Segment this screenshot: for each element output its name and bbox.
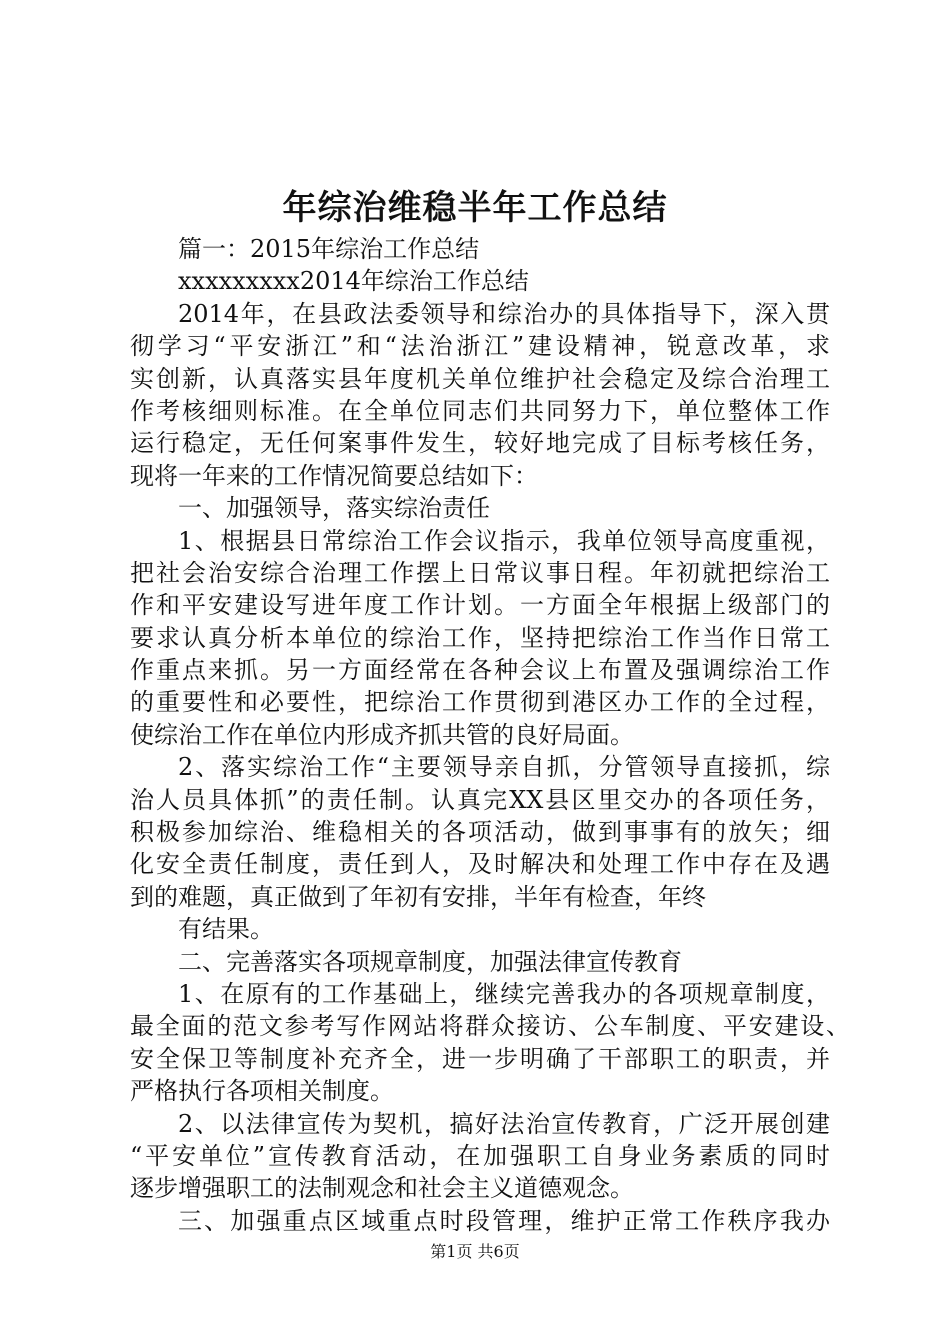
text-line: “平安单位”宣传教育活动，在加强职工自身业务素质的同时 [130,1141,830,1170]
text-line: 现将一年来的工作情况简要总结如下： [130,461,538,490]
text-line: 严格执行各项相关制度。 [130,1077,394,1106]
text-line: 逐步增强职工的法制观念和社会主义道德观念。 [130,1174,634,1203]
text-line: 把社会治安综合治理工作摆上日常议事日程。年初就把综治工 [130,558,830,587]
page-number: 第1页 共6页 [430,1242,520,1261]
text-line: 运行稳定，无任何案事件发生，较好地完成了目标考核任务， [130,429,830,458]
text-line: 实创新，认真落实县年度机关单位维护社会稳定及综合治理工 [130,364,830,393]
text-line: 化安全责任制度，责任到人，及时解决和处理工作中存在及遇 [130,850,830,879]
text-line: 的重要性和必要性，把综治工作贯彻到港区办工作的全过程， [130,688,830,717]
text-line: 要求认真分析本单位的综治工作，坚持把综治工作当作日常工 [130,623,830,652]
text-line: 2、落实综治工作“主要领导亲自抓，分管领导直接抓，综 [178,753,830,782]
text-line: 作和平安建设写进年度工作计划。一方面全年根据上级部门的 [130,591,830,620]
text-line: 作考核细则标准。在全单位同志们共同努力下，单位整体工作 [130,396,830,425]
document-title: 年综治维稳半年工作总结 [282,188,668,228]
text-line: 有结果。 [178,915,274,944]
text-line: 彻学习“平安浙江”和“法治浙江”建设精神，锐意改革，求 [130,332,830,361]
section-heading: 一、加强领导，落实综治责任 [178,494,490,523]
text-line: 篇一：2015年综治工作总结 [178,235,480,263]
text-line: 最全面的范文参考写作网站将群众接访、公车制度、平安建设、 [130,1012,850,1041]
text-line: 1、在原有的工作基础上，继续完善我办的各项规章制度， [178,979,830,1008]
text-line: 1、根据县日常综治工作会议指示，我单位领导高度重视， [178,526,830,555]
text-line: 2、以法律宣传为契机，搞好法治宣传教育，广泛开展创建 [178,1109,830,1138]
text-line: 到的难题，真正做到了年初有安排，半年有检查，年终 [130,882,706,911]
text-line: 2014年，在县政法委领导和综治办的具体指导下，深入贯 [178,299,830,328]
document-body [130,233,850,1237]
text-line: 积极参加综治、维稳相关的各项活动，做到事事有的放矢；细 [130,818,830,847]
text-line: 作重点来抓。另一方面经常在各种会议上布置及强调综治工作 [130,656,830,685]
text-line: 安全保卫等制度补充齐全，进一步明确了干部职工的职责，并 [130,1044,830,1073]
section-heading: 二、完善落实各项规章制度，加强法律宣传教育 [178,947,682,976]
text-line: xxxxxxxxx2014年综治工作总结 [178,267,529,296]
text-line: 治人员具体抓”的责任制。认真完XX县区里交办的各项任务， [130,785,830,814]
section-heading: 三、加强重点区域重点时段管理，维护正常工作秩序我办 [178,1206,830,1235]
text-line: 使综治工作在单位内形成齐抓共管的良好局面。 [130,720,634,749]
